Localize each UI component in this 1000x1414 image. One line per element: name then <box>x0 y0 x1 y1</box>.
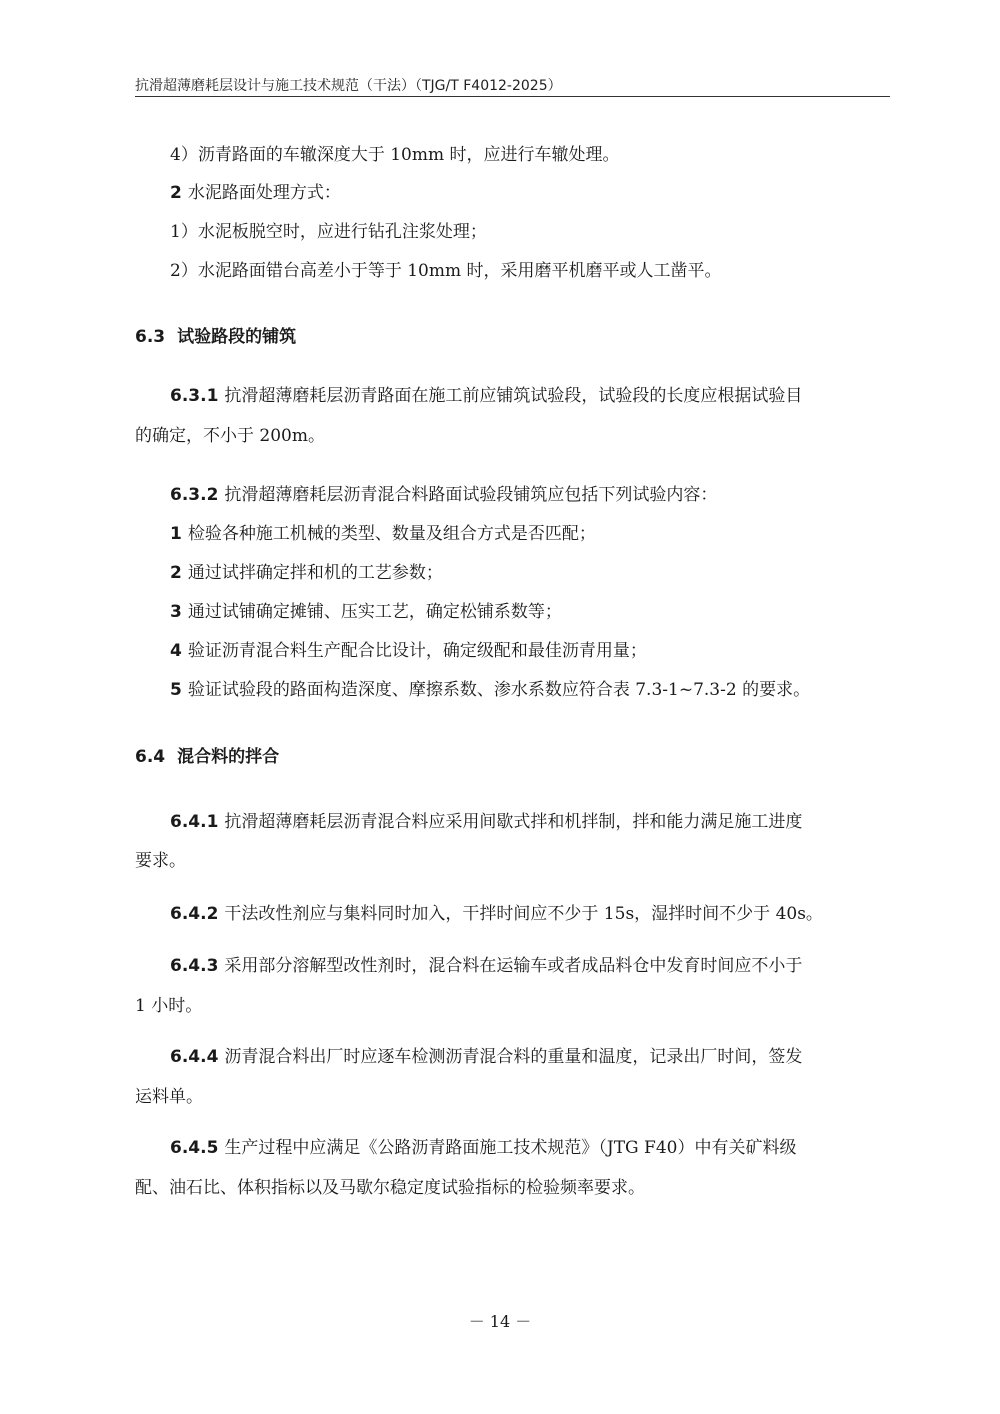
list-item <box>170 639 647 663</box>
paragraph-line: 1）水泥板脱空时，应进行钻孔注浆处理； <box>170 222 487 242</box>
clause-number: 6.4.2 <box>170 904 219 924</box>
running-header: 抗滑超薄磨耗层设计与施工技术规范（干法）（TJG/T F4012-2025） <box>135 78 562 94</box>
clause <box>170 1045 802 1069</box>
clause-continuation: 的确定，不小于 200m。 <box>135 426 325 446</box>
item-text: 水泥路面处理方式： <box>187 183 341 203</box>
list-item <box>170 561 443 585</box>
clause <box>170 483 717 507</box>
section-title: 试验路段的铺筑 <box>177 327 297 347</box>
clause-continuation: 1 小时。 <box>135 996 203 1016</box>
section-number: 6.4 <box>135 747 166 767</box>
clause-text: 采用部分溶解型改性剂时，混合料在运输车或者成品料仓中发育时间应不小于 <box>224 956 803 976</box>
page-number: － 14 － <box>468 1312 532 1331</box>
clause-text: 沥青混合料出厂时应逐车检测沥青混合料的重量和温度，记录出厂时间，签发 <box>224 1047 803 1067</box>
item-text: 验证沥青混合料生产配合比设计，确定级配和最佳沥青用量； <box>187 641 647 661</box>
paragraph-line: 2）水泥路面错台高差小于等于 10mm 时，采用磨平机磨平或人工凿平。 <box>170 261 722 281</box>
list-item <box>170 522 596 546</box>
paragraph-line: 4）沥青路面的车辙深度大于 10mm 时，应进行车辙处理。 <box>170 145 620 165</box>
clause-number: 6.3.1 <box>170 386 219 406</box>
clause-number: 6.4.3 <box>170 956 219 976</box>
clause-number: 6.4.1 <box>170 812 219 832</box>
clause <box>170 902 823 926</box>
clause-text: 抗滑超薄磨耗层沥青混合料路面试验段铺筑应包括下列试验内容： <box>224 485 718 505</box>
clause-text: 干法改性剂应与集料同时加入，干拌时间应不少于 15s，湿拌时间不少于 40s。 <box>224 904 823 924</box>
header-rule <box>135 96 890 97</box>
clause-continuation: 配、油石比、体积指标以及马歇尔稳定度试验指标的检验频率要求。 <box>135 1178 645 1198</box>
clause-number: 6.3.2 <box>170 485 219 505</box>
section-number: 6.3 <box>135 327 166 347</box>
item-text: 验证试验段的路面构造深度、摩擦系数、渗水系数应符合表 7.3-1~7.3-2 的要求。 <box>187 680 811 700</box>
section-heading <box>135 745 279 769</box>
item-number: 2 <box>170 183 182 203</box>
item-number: 4 <box>170 641 182 661</box>
clause-continuation: 要求。 <box>135 851 186 871</box>
clause-text: 抗滑超薄磨耗层沥青混合料应采用间歇式拌和机拌制，拌和能力满足施工进度 <box>224 812 803 832</box>
item-number: 1 <box>170 524 182 544</box>
list-item <box>170 600 562 624</box>
clause-continuation: 运料单。 <box>135 1087 203 1107</box>
item-text: 通过试拌确定拌和机的工艺参数； <box>187 563 443 583</box>
clause-number: 6.4.5 <box>170 1138 219 1158</box>
item-number: 2 <box>170 563 182 583</box>
list-item <box>170 181 341 205</box>
item-number: 5 <box>170 680 182 700</box>
section-heading <box>135 325 296 349</box>
clause-text: 抗滑超薄磨耗层沥青路面在施工前应铺筑试验段，试验段的长度应根据试验目 <box>224 386 803 406</box>
clause-text: 生产过程中应满足《公路沥青路面施工技术规范》（JTG F40）中有关矿料级 <box>224 1138 797 1158</box>
clause <box>170 810 802 834</box>
clause <box>170 1136 796 1160</box>
clause <box>170 954 802 978</box>
item-number: 3 <box>170 602 182 622</box>
list-item <box>170 678 810 702</box>
clause <box>170 384 802 408</box>
item-text: 通过试铺确定摊铺、压实工艺，确定松铺系数等； <box>187 602 562 622</box>
clause-number: 6.4.4 <box>170 1047 219 1067</box>
section-title: 混合料的拌合 <box>177 747 280 767</box>
item-text: 检验各种施工机械的类型、数量及组合方式是否匹配； <box>187 524 596 544</box>
